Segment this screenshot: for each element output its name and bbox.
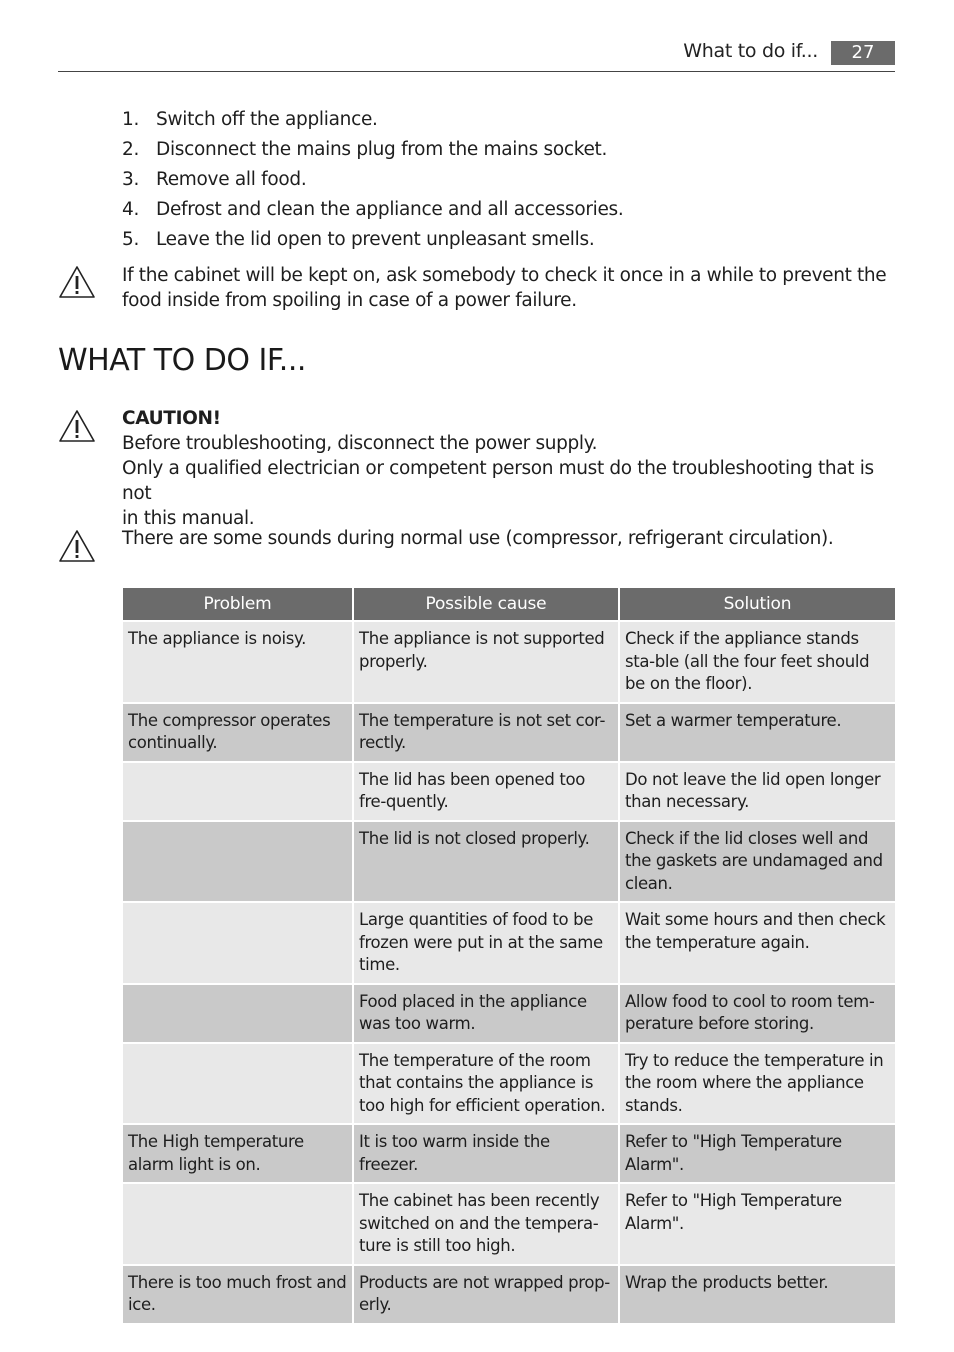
step-text: Switch off the appliance. (156, 108, 378, 130)
cause-cell: The appliance is not supported properly. (353, 621, 619, 703)
table-row (122, 821, 896, 903)
problem-cell: The appliance is noisy. (122, 621, 353, 703)
problem-cell (122, 984, 353, 1043)
step-number: 1. (122, 108, 140, 130)
steps-list (122, 104, 882, 254)
cause-cell: The lid has been opened too fre-quently. (353, 762, 619, 821)
warning-triangle-icon (58, 529, 96, 563)
solution-cell: Wait some hours and then check the temperature again. (619, 902, 896, 984)
solution-cell: Check if the lid closes well and the gaskets are undamaged and clean. (619, 821, 896, 903)
caution-line: in this manual. (122, 508, 255, 529)
cause-cell: Products are not wrapped prop-erly. (353, 1265, 619, 1324)
warning-line: food inside from spoiling in case of a power failure. (122, 290, 577, 311)
solution-cell: Check if the appliance stands sta-ble (all the four feet should be on the floor). (619, 621, 896, 703)
step-number: 4. (122, 198, 140, 220)
solution-cell: Do not leave the lid open longer than necessary. (619, 762, 896, 821)
list-item (122, 104, 882, 134)
problem-cell (122, 1183, 353, 1265)
caution-line: Before troubleshooting, disconnect the power supply. (122, 433, 598, 454)
warning-line: There are some sounds during normal use (compressor, refrigerant circulation). (122, 528, 834, 549)
step-number: 3. (122, 168, 140, 190)
problem-cell (122, 762, 353, 821)
problem-cell: The compressor operates continually. (122, 703, 353, 762)
page-number-badge: 27 (831, 41, 895, 65)
list-item (122, 194, 882, 224)
column-header-problem: Problem (122, 587, 353, 621)
warning-line: If the cabinet will be kept on, ask somebody to check it once in a while to prevent the (122, 265, 887, 286)
caution-line: Only a qualified electrician or competent person must do the troubleshooting that is not (122, 458, 874, 504)
table-row (122, 984, 896, 1043)
table-row (122, 1043, 896, 1125)
warning-triangle-icon (58, 409, 96, 443)
solution-cell: Allow food to cool to room tem-perature before storing. (619, 984, 896, 1043)
solution-cell: Try to reduce the temperature in the room where the appliance stands. (619, 1043, 896, 1125)
solution-cell: Set a warmer temperature. (619, 703, 896, 762)
step-text: Defrost and clean the appliance and all accessories. (156, 198, 624, 220)
cause-cell: Food placed in the appliance was too warm. (353, 984, 619, 1043)
list-item (122, 224, 882, 254)
problem-cell (122, 1043, 353, 1125)
list-item (122, 164, 882, 194)
table-row (122, 1124, 896, 1183)
cause-cell: The temperature is not set cor-rectly. (353, 703, 619, 762)
step-text: Leave the lid open to prevent unpleasant smells. (156, 228, 595, 250)
problem-cell: The High temperature alarm light is on. (122, 1124, 353, 1183)
solution-cell: Wrap the products better. (619, 1265, 896, 1324)
table-row (122, 703, 896, 762)
step-text: Disconnect the mains plug from the mains socket. (156, 138, 608, 160)
table-row (122, 1183, 896, 1265)
troubleshooting-table (121, 586, 897, 1325)
problem-cell: There is too much frost and ice. (122, 1265, 353, 1324)
warning-triangle-icon (58, 265, 96, 299)
table-row (122, 762, 896, 821)
header-title: What to do if... (683, 40, 818, 62)
header-rule (58, 71, 895, 72)
table-row (122, 621, 896, 703)
list-item (122, 134, 882, 164)
cause-cell: The temperature of the room that contains the appliance is too high for efficient operation. (353, 1043, 619, 1125)
table-row (122, 902, 896, 984)
problem-cell (122, 821, 353, 903)
cause-cell: It is too warm inside the freezer. (353, 1124, 619, 1183)
caution-heading: CAUTION! (122, 408, 221, 429)
table-row (122, 1265, 896, 1324)
step-text: Remove all food. (156, 168, 307, 190)
section-title: WHAT TO DO IF... (58, 343, 306, 378)
solution-cell: Refer to "High Temperature Alarm". (619, 1183, 896, 1265)
cause-cell: Large quantities of food to be frozen were put in at the same time. (353, 902, 619, 984)
solution-cell: Refer to "High Temperature Alarm". (619, 1124, 896, 1183)
column-header-cause: Possible cause (353, 587, 619, 621)
column-header-solution: Solution (619, 587, 896, 621)
cause-cell: The lid is not closed properly. (353, 821, 619, 903)
step-number: 5. (122, 228, 140, 250)
table-header-row (122, 587, 896, 621)
problem-cell (122, 902, 353, 984)
step-number: 2. (122, 138, 140, 160)
cause-cell: The cabinet has been recently switched on and the tempera-ture is still too high. (353, 1183, 619, 1265)
